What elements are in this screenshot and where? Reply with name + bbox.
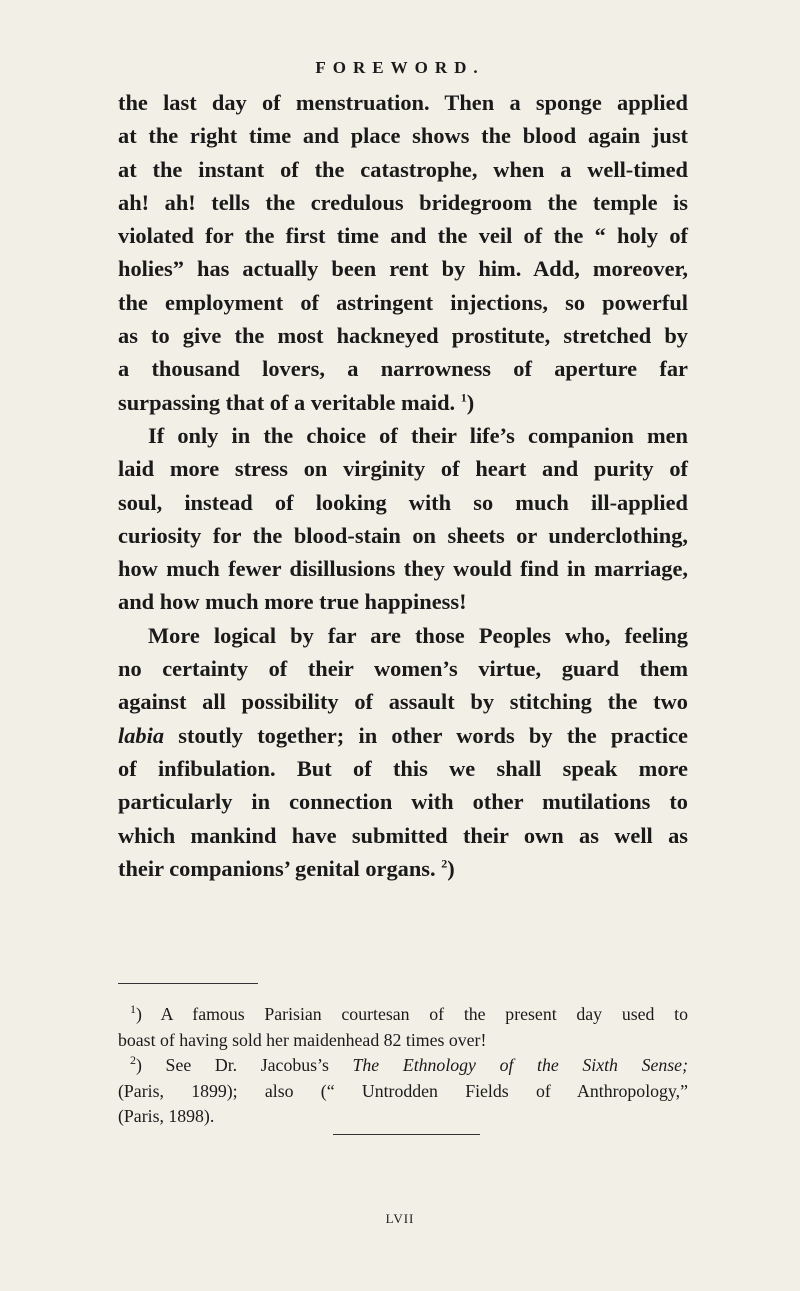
book-title: The Ethnology of the Sixth Sense; [352, 1055, 688, 1075]
text-line: If only in the choice of their life’s companion men [148, 422, 688, 448]
text-line: of infibulation. But of this we shall speak more [118, 755, 688, 781]
text-line: soul, instead of looking with so much ill-applied [118, 489, 688, 515]
text-line: and how much more true happiness! [118, 589, 467, 615]
footnote-marker: 1 [130, 1002, 136, 1017]
text-line [118, 852, 688, 885]
text-line: at the instant of the catastrophe, when a well-timed [118, 156, 688, 182]
footnote-line [118, 1002, 688, 1028]
text-line: which mankind have submitted their own as well as [118, 822, 688, 848]
ref-paren: ) [466, 389, 475, 415]
footnote-line: boast of having sold her maidenhead 82 times over! [118, 1029, 487, 1050]
text-line: curiosity for the blood-stain on sheets or underclothing, [118, 522, 688, 548]
text-line [118, 386, 688, 419]
text-segment: stoutly together; in other words by the practice [178, 722, 688, 748]
footnote-text: ) See Dr. Jacobus’s [136, 1055, 353, 1075]
text-segment: their companions’ genital organs. [118, 855, 436, 881]
footnote-line: (Paris, 1899); also (“ Untrodden Fields of Anthropology,” [118, 1080, 688, 1101]
text-line [118, 719, 688, 752]
italic-word: labia [118, 722, 165, 748]
footnote-marker: 2 [130, 1053, 136, 1068]
footnote-line [118, 1053, 688, 1079]
footnote-text: ) A famous Parisian courtesan of the present day used to [136, 1004, 688, 1024]
text-line: ah! ah! tells the credulous bridegroom the temple is [118, 189, 688, 215]
footnote-ref: 1 [460, 390, 467, 405]
text-line: a thousand lovers, a narrowness of aperture far [118, 356, 688, 382]
text-segment: surpassing that of a veritable maid. [118, 389, 456, 415]
footnote-ref: 2 [441, 856, 448, 871]
page-number: LVII [385, 1211, 415, 1226]
text-line: as to give the most hackneyed prostitute, stretched by [118, 323, 688, 349]
text-line: how much fewer disillusions they would find in marriage, [118, 556, 688, 582]
ref-paren: ) [447, 855, 455, 881]
text-line: More logical by far are those Peoples who, feeling [148, 622, 688, 648]
text-line: particularly in connection with other mutilations to [118, 789, 688, 815]
text-line: against all possibility of assault by stitching the two [118, 689, 688, 715]
running-head: FOREWORD. [315, 58, 485, 77]
text-line: violated for the first time and the veil of the “ holy of [118, 223, 688, 249]
footnotes [118, 1002, 688, 1130]
text-line: no certainty of their women’s virtue, guard them [118, 656, 688, 682]
text-line: the employment of astringent injections, so powerful [118, 289, 688, 315]
text-line: laid more stress on virginity of heart and purity of [118, 456, 688, 482]
footnote-divider [118, 983, 258, 984]
body-text [118, 86, 688, 885]
text-line: the last day of menstruation. Then a sponge applied [118, 90, 688, 115]
text-line: at the right time and place shows the blood again just [118, 123, 688, 149]
text-line: holies” has actually been rent by him. Add, moreover, [118, 256, 688, 282]
bottom-rule [333, 1134, 480, 1135]
footnote-line: (Paris, 1898). [118, 1106, 215, 1126]
